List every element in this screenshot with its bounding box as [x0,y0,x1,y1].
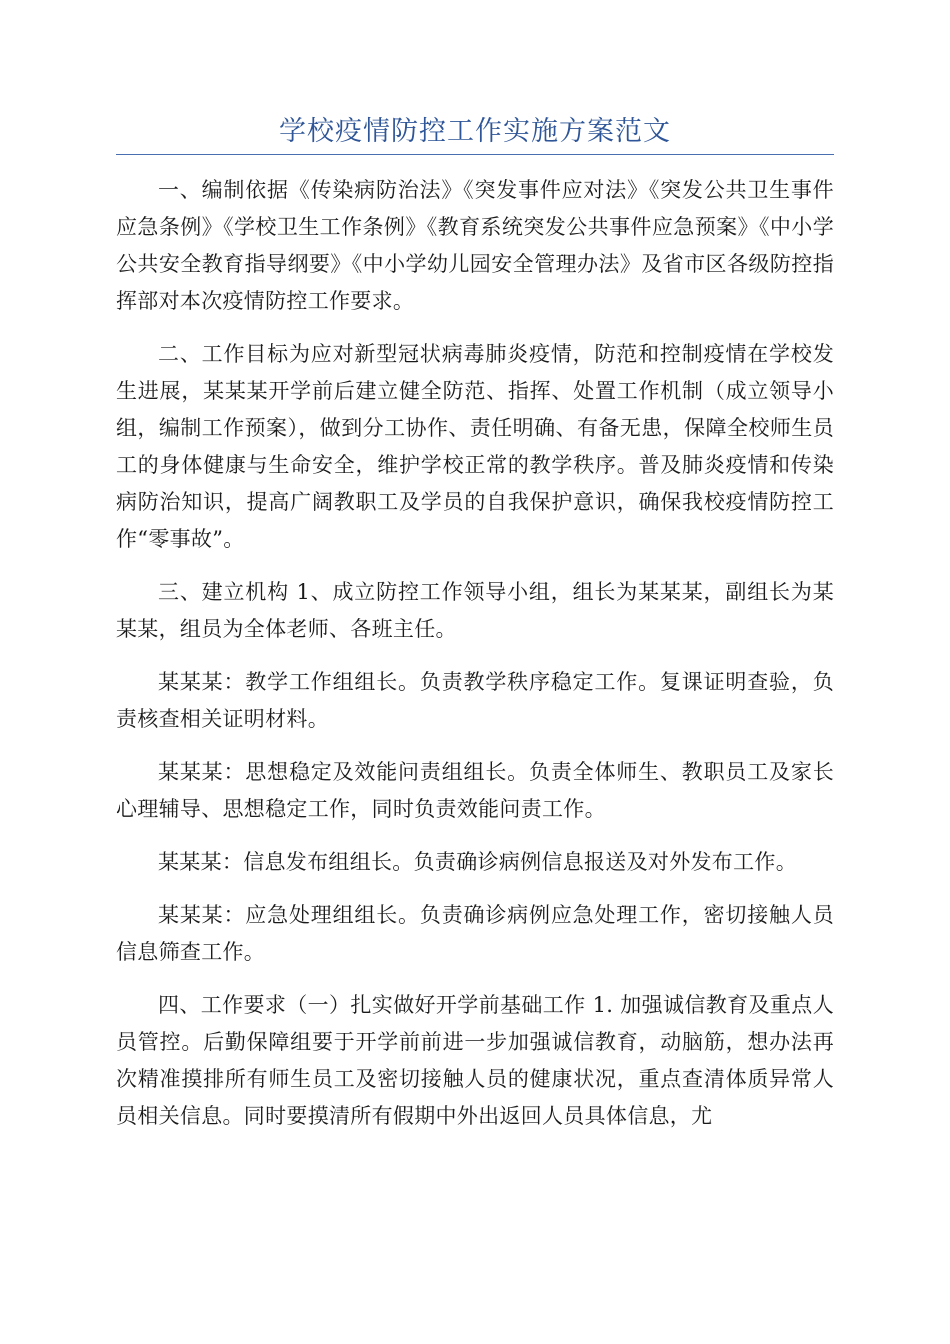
paragraph-goals: 二、工作目标为应对新型冠状病毒肺炎疫情，防范和控制疫情在学校发生进展，某某某开学前后建立健全防范、指挥、处置工作机制（成立领导小组，编制工作预案），做到分工协作、责任明确、有备无患，保障全校师生员工的身体健康与生命安全，维护学校正常的教学秩序。普及肺炎疫情和传染病防治知识，提高广阔教职工及学员的自我保护意识，确保我校疫情防控工作“零事故”。 [116,342,834,551]
paragraph-information-group: 某某某：信息发布组组长。负责确诊病例信息报送及对外发布工作。 [158,850,797,874]
paragraph-emergency-group: 某某某：应急处理组组长。负责确诊病例应急处理工作，密切接触人员信息筛查工作。 [116,903,834,964]
document-title: 学校疫情防控工作实施方案范文 [279,116,671,147]
paragraph-basis: 一、编制依据《传染病防治法》《突发事件应对法》《突发公共卫生事件应急条例》《学校卫生工作条例》《教育系统突发公共事件应急预案》《中小学公共安全教育指导纲要》《中小学幼儿园安全管理办法》及省市区各级防控指挥部对本次疫情防控工作要求。 [116,178,834,313]
paragraph-requirements: 四、工作要求（一）扎实做好开学前基础工作 1. 加强诚信教育及重点人员管控。后勤保障组要于开学前前进一步加强诚信教育，动脑筋，想办法再次精准摸排所有师生员工及密切接触人员的健康状况，重点查清体质异常人员相关信息。同时要摸清所有假期中外出返回人员具体信息，尤 [116,993,834,1128]
paragraph-teaching-group: 某某某：教学工作组组长。负责教学秩序稳定工作。复课证明查验，负责核查相关证明材料。 [116,670,834,731]
title-underline [116,154,834,155]
document-body [116,172,834,1151]
paragraph-accountability-group: 某某某：思想稳定及效能问责组组长。负责全体师生、教职员工及家长心理辅导、思想稳定工作，同时负责效能问责工作。 [116,760,834,821]
paragraph-organization: 三、建立机构 1、成立防控工作领导小组，组长为某某某，副组长为某某某，组员为全体老师、各班主任。 [116,580,834,641]
